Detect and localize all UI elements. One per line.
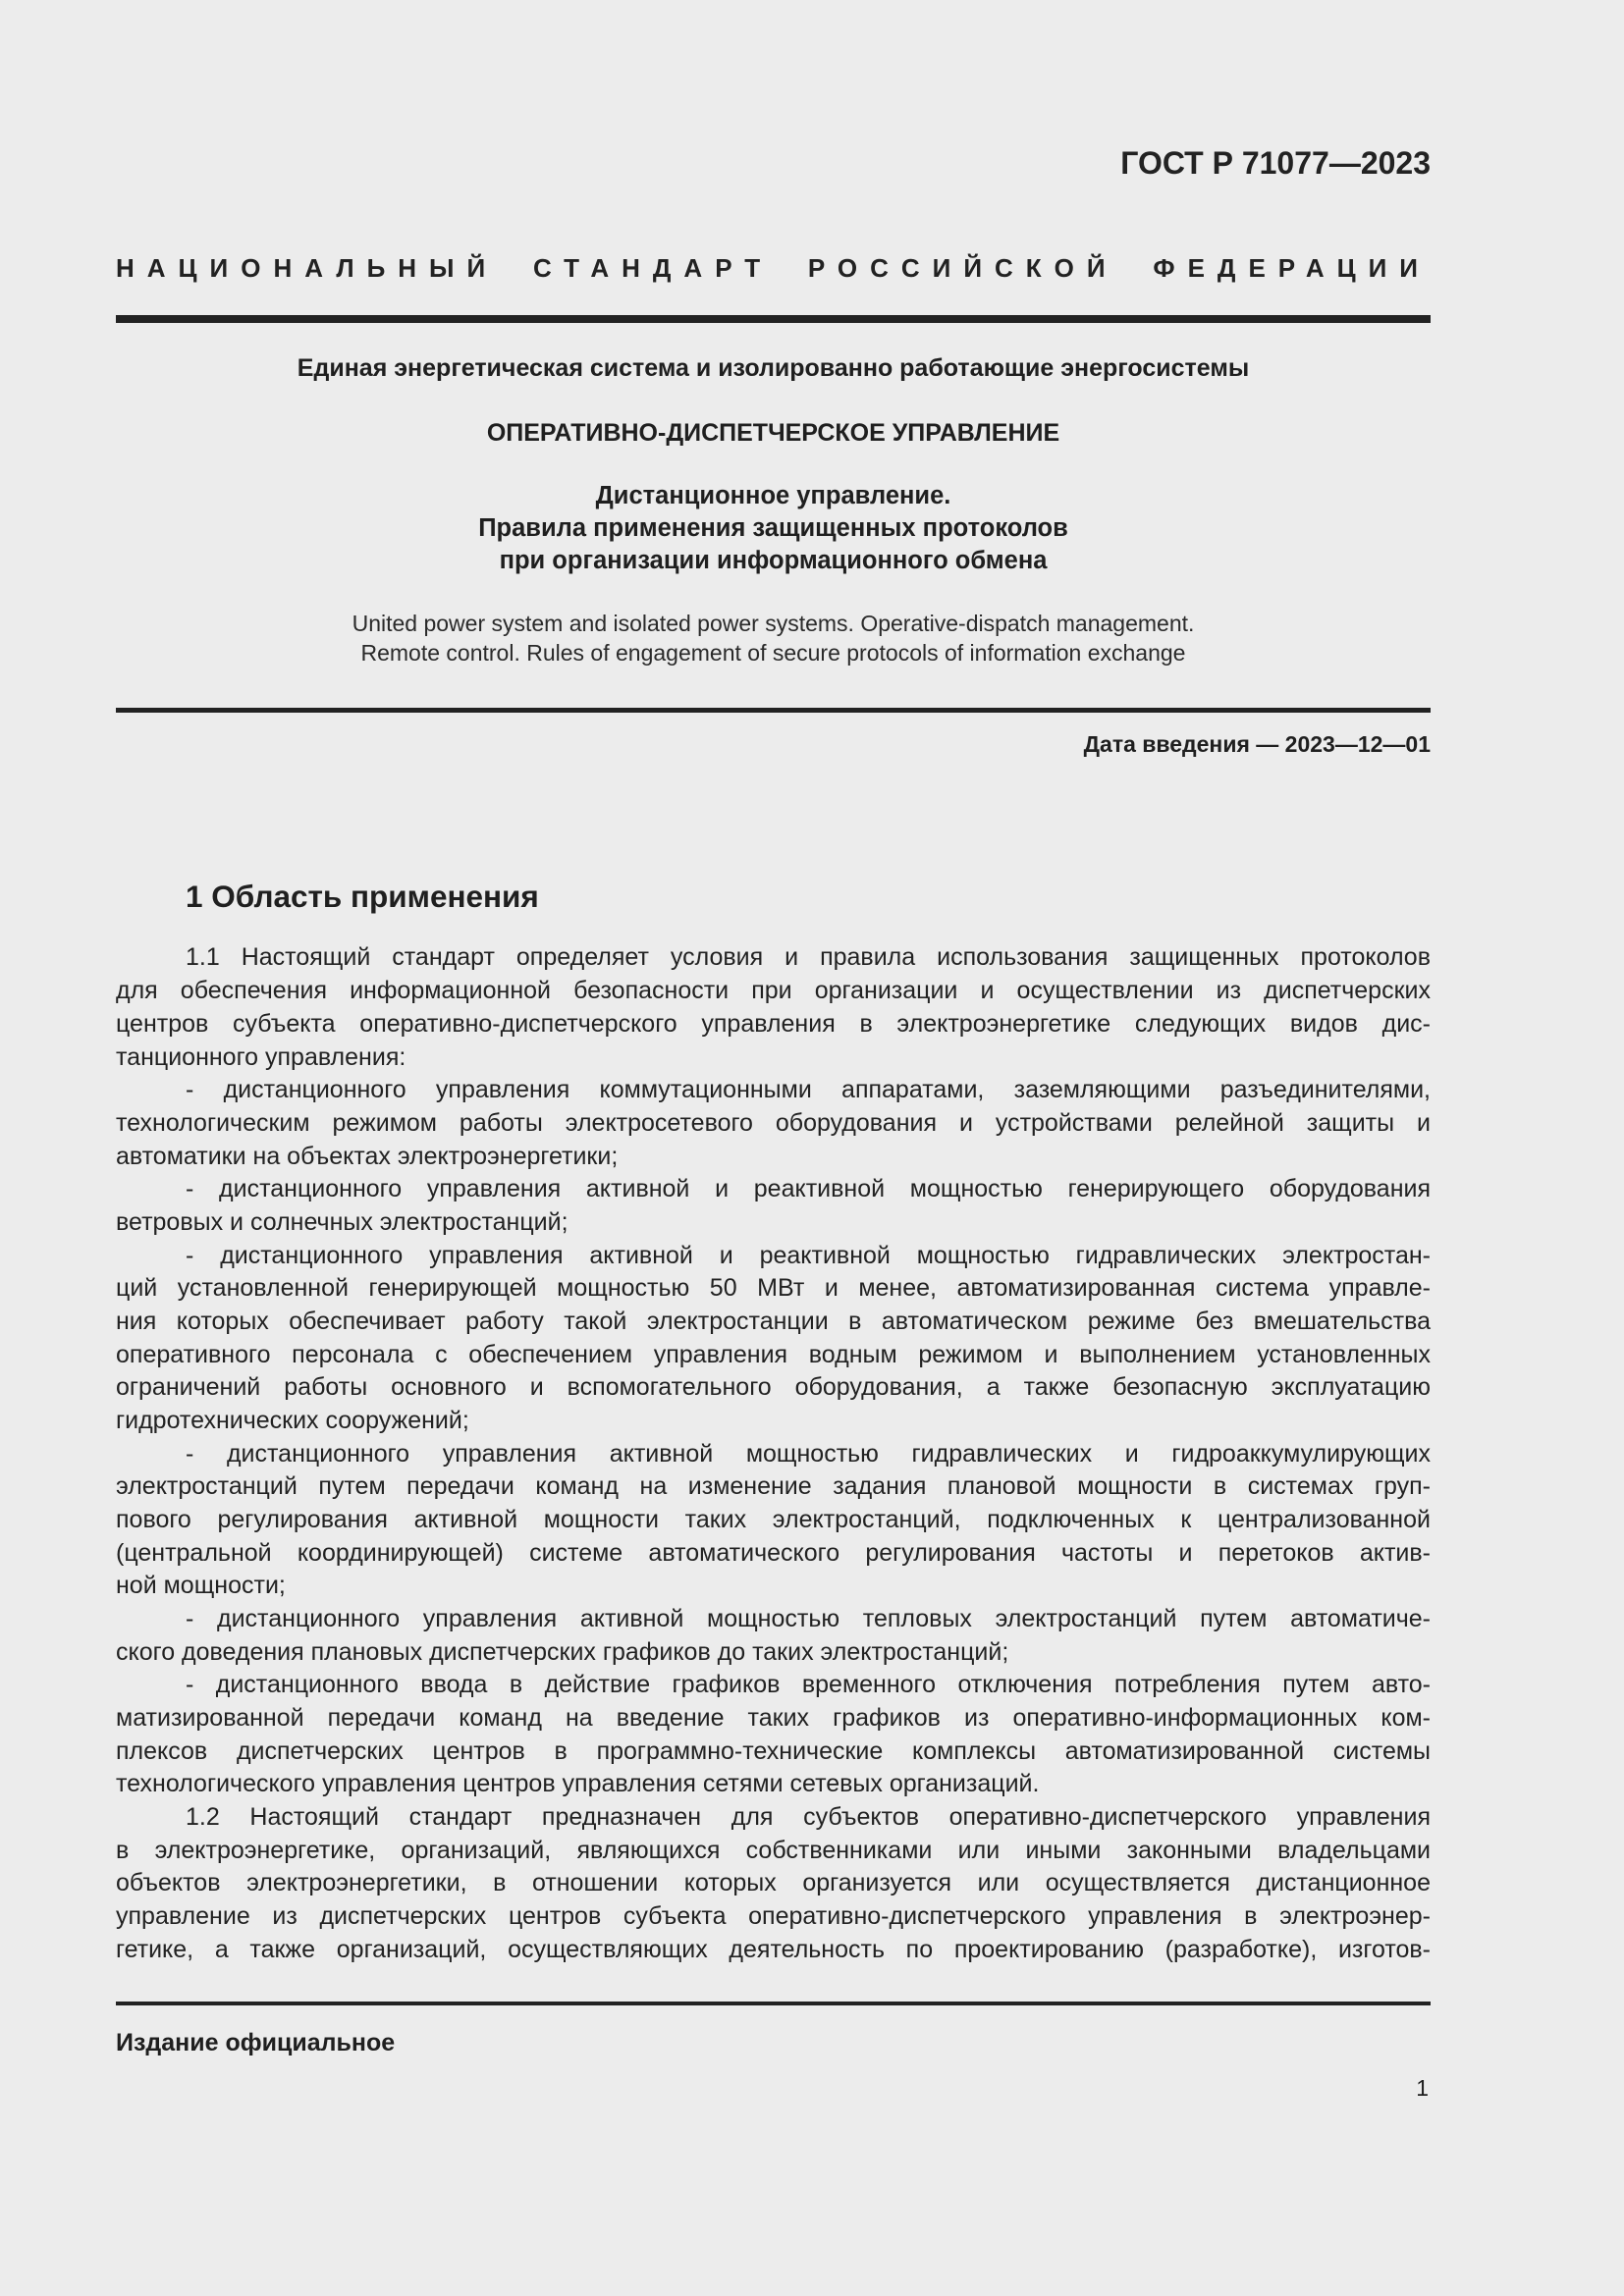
body-text-line: - дистанционного ввода в действие графиков временного отключения потребления путем авто- (186, 1671, 1431, 1698)
standard-title-line: Правила применения защищенных протоколов (478, 514, 1068, 542)
body-text-line: управление из диспетчерских центров субъекта оперативно-диспетчерского управления в электроэнер- (116, 1902, 1431, 1930)
introduction-date: Дата введения — 2023—12—01 (1083, 731, 1431, 757)
body-text-line: ния которых обеспечивает работу такой электростанции в автоматическом режиме без вмешательства (116, 1308, 1431, 1335)
body-text-line: гетике, а также организаций, осуществляющих деятельность по проектированию (разработке), изготов- (116, 1936, 1431, 1963)
english-title-line: United power system and isolated power systems. Operative-dispatch management. (352, 611, 1195, 636)
body-text-line: 1.2 Настоящий стандарт предназначен для субъектов оперативно-диспетчерского управления (186, 1803, 1431, 1831)
body-text-line: автоматики на объектах электроэнергетики; (116, 1143, 619, 1170)
body-text-line: технологического управления центров управления сетями сетевых организаций. (116, 1770, 1040, 1797)
body-text-line: технологическим режимом работы электросетевого оборудования и устройствами релейной защиты и (116, 1109, 1431, 1137)
body-text-line: - дистанционного управления коммутационными аппаратами, заземляющими разъединителями, (186, 1076, 1431, 1103)
section-heading: 1 Область применения (186, 879, 539, 914)
official-edition-label: Издание официальное (116, 2029, 396, 2056)
body-text-line: матизированной передачи команд на введение таких графиков из оперативно-информационных ком- (116, 1704, 1431, 1732)
body-text-line: ной мощности; (116, 1572, 286, 1599)
english-title-line: Remote control. Rules of engagement of secure protocols of information exchange (360, 640, 1186, 666)
body-text-line: (центральной координирующей) системе автоматического регулирования частоты и перетоков актив- (116, 1539, 1431, 1567)
header-divider (116, 315, 1431, 323)
body-text-line: ветровых и солнечных электростанций; (116, 1208, 568, 1236)
body-text-line: в электроэнергетике, организаций, являющихся собственниками или иными законными владельцами (116, 1837, 1431, 1864)
body-text-line: - дистанционного управления активной мощностью гидравлических и гидроаккумулирующих (186, 1440, 1431, 1468)
standard-area: ОПЕРАТИВНО-ДИСПЕТЧЕРСКОЕ УПРАВЛЕНИЕ (486, 419, 1060, 447)
document-number: ГОСТ Р 71077—2023 (1120, 145, 1431, 181)
body-text-line: электростанций путем передачи команд на изменение задания плановой мощности в системах груп- (116, 1472, 1431, 1500)
body-text-line: оперативного персонала с обеспечением управления водным режимом и выполнением установленных (116, 1341, 1431, 1368)
body-text-line: - дистанционного управления активной мощностью тепловых электростанций путем автоматиче- (186, 1605, 1431, 1632)
footer-divider (116, 2002, 1431, 2005)
page-number: 1 (1416, 2075, 1429, 2101)
body-text-line: танционного управления: (116, 1043, 406, 1071)
body-text-line: - дистанционного управления активной и реактивной мощностью генерирующего оборудования (186, 1175, 1431, 1202)
standard-title-line: при организации информационного обмена (499, 547, 1048, 574)
body-text-line: плексов диспетчерских центров в программно-технические комплексы автоматизированной системы (116, 1737, 1431, 1765)
body-text-line: для обеспечения информационной безопасности при организации и осуществлении из диспетчерских (116, 977, 1431, 1004)
body-text-line: 1.1 Настоящий стандарт определяет условия и правила использования защищенных протоколов (186, 943, 1431, 971)
body-text-line: ского доведения плановых диспетчерских графиков до таких электростанций; (116, 1638, 1009, 1666)
body-text-line: ограничений работы основного и вспомогательного оборудования, а также безопасную эксплуатацию (116, 1373, 1431, 1401)
body-text-line: гидротехнических сооружений; (116, 1407, 469, 1434)
standard-title-line: Дистанционное управление. (595, 482, 951, 509)
body-text-line: центров субъекта оперативно-диспетчерского управления в электроэнергетике следующих видов дис- (116, 1010, 1431, 1038)
title-divider (116, 708, 1431, 713)
national-standard-heading: НАЦИОНАЛЬНЫЙ СТАНДАРТ РОССИЙСКОЙ ФЕДЕРАЦИИ (116, 253, 1431, 283)
body-text-line: ций установленной генерирующей мощностью 50 МВт и менее, автоматизированная система управле- (116, 1274, 1431, 1302)
body-text-line: пового регулирования активной мощности таких электростанций, подключенных к централизованной (116, 1506, 1431, 1533)
body-text-line: объектов электроэнергетики, в отношении которых организуется или осуществляется дистанционное (116, 1869, 1431, 1896)
body-text-line: - дистанционного управления активной и реактивной мощностью гидравлических электростан- (186, 1242, 1431, 1269)
standard-series: Единая энергетическая система и изолированно работающие энергосистемы (297, 354, 1250, 382)
